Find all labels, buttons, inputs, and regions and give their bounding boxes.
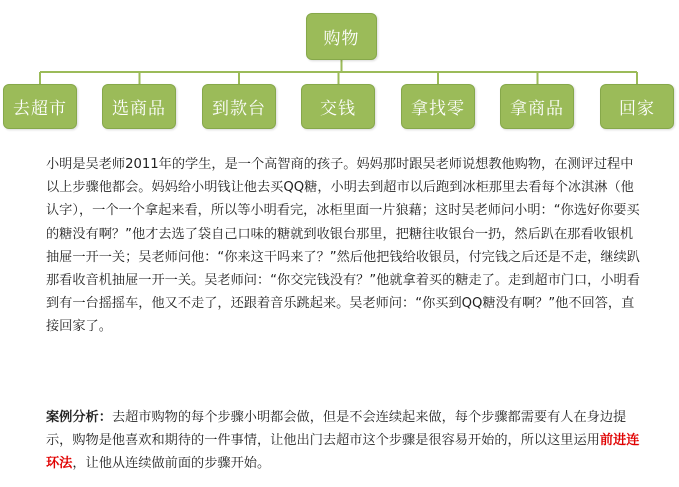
step-node-pay: 交钱: [301, 84, 375, 129]
analysis-label: 案例分析：: [46, 410, 112, 425]
analysis-text-end: ，让他从连续做前面的步骤开始。: [72, 456, 271, 472]
case-story-paragraph: 小明是吴老师2011年的学生，是一个高智商的孩子。妈妈那时跟吴老师说想教他购物，在测评过程中以上步骤他都会。妈妈给小明钱让他去买QQ糖，小明去到超市以后跑到冰柜那里去看每个冰淇淋（他认字），一个一个拿起来看，所以等小明看完，冰柜里面一片狼藉；这时吴老师问小明：“你选好你要买的糖没有啊？”他才去选了袋自己口味的糖就到收银台那里，把糖往收银台一扔，然后趴在那看收银机抽屉一开一关；吴老师问他：“你来这干吗来了？”然后他把钱给收银员，付完钱之后还是不走，继续趴那看收音机抽屉一开一关。吴老师问：“你交完钱没有？”他就拿着买的糖走了。走到超市门口，小明看到有一台摇摇车，他又不走了，还跟着音乐跳起来。吴老师问：“你买到QQ糖没有啊？”他不回答，直接回家了。: [46, 157, 640, 335]
step-node-go-to-supermarket: 去超市: [3, 84, 77, 129]
case-analysis-paragraph: [46, 406, 646, 476]
step-node-take-goods: 拿商品: [500, 84, 574, 129]
analysis-text: 去超市购物的每个步骤小明都会做，但是不会连续起来做，每个步骤都需要有人在身边提示，购物是他喜欢和期待的一件事情，让他出门去超市这个步骤是很容易开始的，所以这里运用: [46, 410, 627, 449]
step-node-choose-goods: 选商品: [102, 84, 176, 129]
step-node-to-checkout: 到款台: [202, 84, 276, 129]
root-node-shopping: 购物: [306, 13, 377, 60]
flow-diagram: [0, 0, 679, 140]
step-node-take-change: 拿找零: [401, 84, 475, 129]
analysis-highlight: 前进连环法: [46, 433, 640, 472]
step-node-go-home: 回家: [600, 84, 674, 129]
